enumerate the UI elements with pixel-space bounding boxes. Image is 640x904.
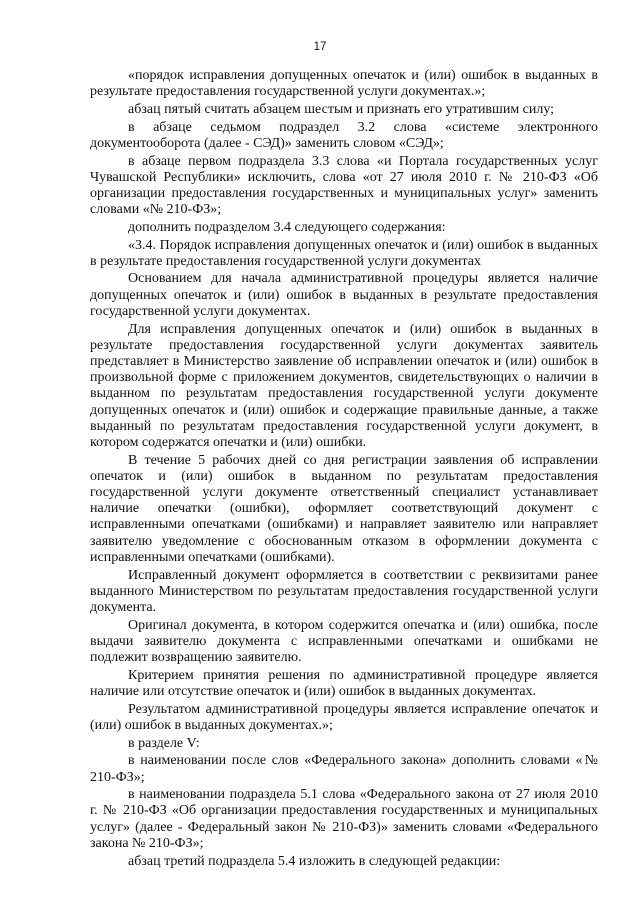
page-number: 17: [313, 41, 327, 53]
paragraph: Результатом административной процедуры является исправление опечаток и (или) ошибок в выданных документах.»;: [90, 701, 598, 733]
paragraph: Критерием принятия решения по административной процедуре является наличие или отсутствие опечаток и (или) ошибок в выданных документах.: [90, 667, 598, 700]
paragraph: в абзаце первом подраздела 3.3 слова «и Портала государственных услуг Чувашской Республики» исключить, слова «от 27 июля 2010 г. № 210-ФЗ «Об организации предоставления государственных и муниципальных услуг» заменить словами «№ 210-ФЗ»;: [90, 153, 598, 218]
paragraph: в наименовании после слов «Федерального закона» дополнить словами «№ 210-ФЗ»;: [90, 753, 598, 785]
paragraph: Исправленный документ оформляется в соответствии с реквизитами ранее выданного Министерством по результатам предоставления государственной услуги документа.: [90, 567, 598, 615]
paragraph: в разделе V:: [128, 735, 200, 751]
paragraph: «порядок исправления допущенных опечаток и (или) ошибок в выданных в результате предоставления государственной услуги документах.»;: [90, 68, 598, 100]
paragraph: Основанием для начала административной процедуры является наличие допущенных опечаток и (или) ошибок в выданных в результате предоставления государственной услуги документах.: [90, 271, 598, 319]
paragraph: дополнить подразделом 3.4 следующего содержания:: [128, 219, 446, 235]
section-heading: «3.4. Порядок исправления допущенных опечаток и (или) ошибок в выданных в результате предоставления государственной услуги документах: [90, 237, 598, 269]
paragraph: Для исправления допущенных опечаток и (или) ошибок в выданных в результате предоставления государственной услуги документах заявитель представляет в Министерство заявление об исправлении опечаток и (или) ошибок в произвольной форме с приложением документов, свидетельствующих о наличии в выданном по результатам предоставления государственной услуги документе допущенных опечаток и (или) ошибок и содержащие правильные данные, а также выданный по результатам предоставления государственной услуги документ, в котором содержатся опечатки и (или) ошибки.: [90, 321, 598, 450]
document-body: [90, 68, 598, 871]
paragraph: абзац третий подраздела 5.4 изложить в следующей редакции:: [128, 853, 501, 869]
paragraph: в наименовании подраздела 5.1 слова «Федерального закона от 27 июля 2010 г. № 210-ФЗ «Об организации предоставления государственных и муниципальных услуг» (далее - Федеральный закон № 210-ФЗ)» заменить словами «Федерального закона № 210-ФЗ»;: [90, 787, 598, 851]
paragraph: В течение 5 рабочих дней со дня регистрации заявления об исправлении опечаток и (или) ошибок в выданном по результатам предоставления государственной услуги документе ответственный специалист устанавливает наличие опечатки (ошибки), оформляет соответствующий документ с исправленными опечатками (ошибками) и направляет заявителю или направляет заявителю уведомление с обоснованным отказом в оформлении документа с исправленными опечатками (ошибками).: [90, 452, 598, 565]
paragraph: в абзаце седьмом подраздел 3.2 слова «системе электронного документооборота (далее - СЭД)» заменить словом «СЭД»;: [90, 119, 598, 151]
paragraph: Оригинал документа, в котором содержится опечатка и (или) ошибка, после выдачи заявителю документа с исправленными опечатками и ошибками не подлежит возвращению заявителю.: [90, 617, 598, 666]
paragraph: абзац пятый считать абзацем шестым и признать его утратившим силу;: [128, 101, 555, 117]
